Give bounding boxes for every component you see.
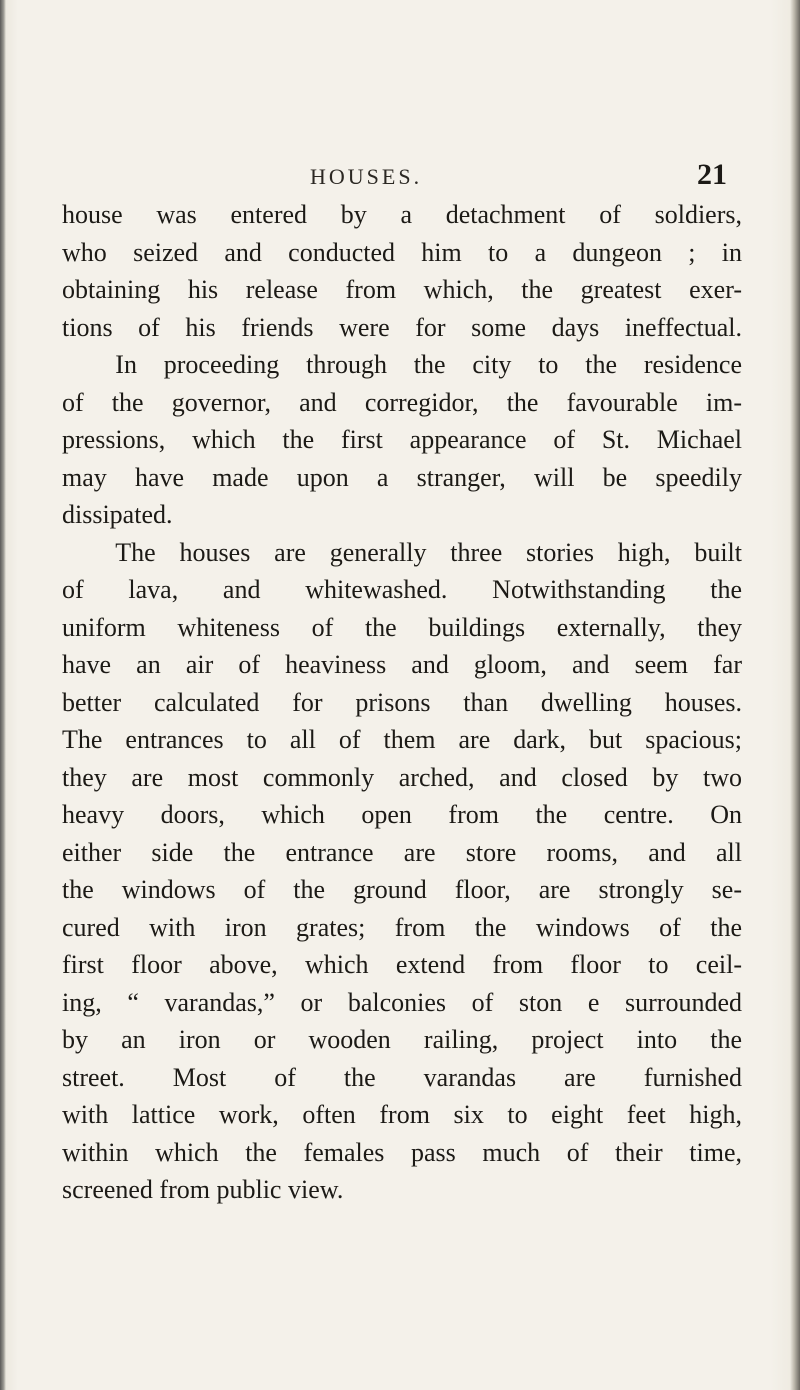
- text-line: first floor above, which extend from floor to ceil-: [62, 950, 742, 979]
- text-line: the windows of the ground floor, are strongly se-: [62, 875, 742, 904]
- text-line: pressions, which the first appearance of St. Michael: [62, 425, 742, 454]
- text-line: who seized and conducted him to a dungeon ; in: [62, 237, 742, 267]
- text-line: with lattice work, often from six to eight feet high,: [62, 1100, 742, 1129]
- text-line: The entrances to all of them are dark, but spacious;: [62, 725, 742, 754]
- text-line: of lava, and whitewashed. Notwithstanding the: [62, 575, 742, 604]
- text-line: may have made upon a stranger, will be speedily: [62, 462, 742, 492]
- page-number: 21: [697, 158, 727, 191]
- text-line: uniform whiteness of the buildings externally, they: [62, 612, 742, 642]
- text-line: In proceeding through the city to the residence: [115, 350, 742, 379]
- text-line: street. Most of the varandas are furnished: [62, 1062, 742, 1092]
- text-line: dissipated.: [62, 500, 173, 529]
- text-line: they are most commonly arched, and closed by two: [62, 762, 742, 792]
- text-line: by an iron or wooden railing, project into the: [62, 1025, 742, 1054]
- text-line: heavy doors, which open from the centre. On: [62, 800, 742, 829]
- text-line: screened from public view.: [62, 1175, 344, 1204]
- page-left-edge: [0, 0, 6, 1390]
- text-line: have an air of heaviness and gloom, and seem far: [62, 650, 742, 679]
- text-line: The houses are generally three stories high, built: [115, 537, 742, 567]
- text-line: of the governor, and corregidor, the favourable im-: [62, 387, 742, 417]
- page-right-edge: [790, 0, 800, 1390]
- running-head: HOUSES.: [310, 164, 423, 189]
- text-line: ing, “ varandas,” or balconies of ston e surrounded: [62, 987, 742, 1017]
- text-line: better calculated for prisons than dwelling houses.: [62, 687, 742, 717]
- text-line: either side the entrance are store rooms, and all: [62, 837, 742, 867]
- body-text: [62, 196, 742, 1209]
- text-line: within which the females pass much of their time,: [62, 1137, 742, 1167]
- text-line: tions of his friends were for some days ineffectual.: [62, 312, 742, 342]
- text-line: house was entered by a detachment of soldiers,: [62, 200, 742, 229]
- text-line: obtaining his release from which, the greatest exer-: [62, 275, 742, 304]
- text-line: cured with iron grates; from the windows of the: [62, 912, 742, 942]
